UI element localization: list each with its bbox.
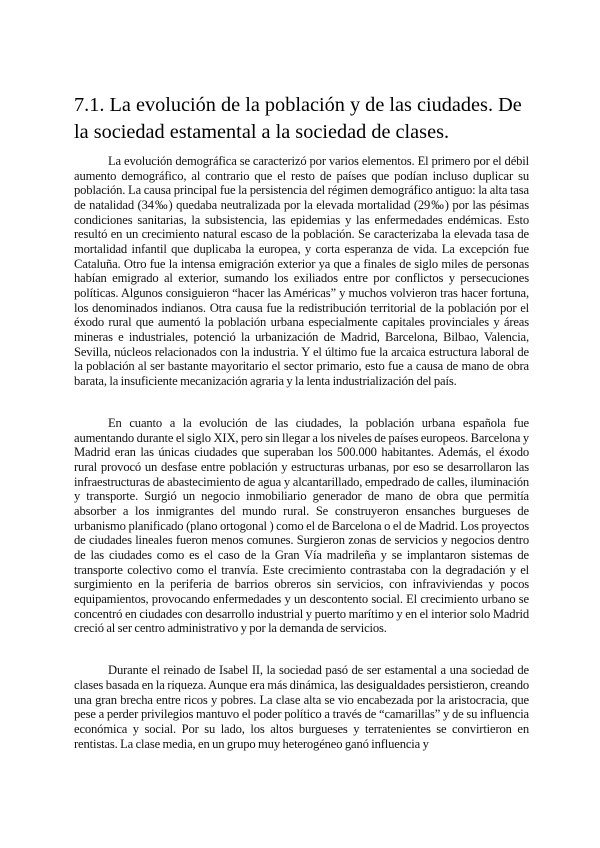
- section-heading: [74, 92, 544, 146]
- paragraph-cities: En cuanto a la evolución de las ciudades, la población urbana española fue aumentando durante el siglo XIX, pero sin llegar a los niveles de países europeos. Barcelona y Madrid eran las únicas ciudades que superaban los 500.000 habitantes. Además, el éxodo rural provocó un desfase entre población y estructuras urbanas, por eso se desarrollaron las infraestructuras de abastecimiento de agua y alcantarillado, empedrado de calles, iluminación y transporte. Surgió un negocio inmobiliario generador de mano de obra que permitía absorber a los inmigrantes del mundo rural. Se construyeron ensanches burgueses de urbanismo planificado (plano ortogonal ) como el de Barcelona o el de Madrid. Los proyectos de ciudades lineales fueron menos comunes. Surgieron zonas de servicios y negocios dentro de las ciudades como es el caso de la Gran Vía madrileña y se implantaron sistemas de transporte colectivo como el tranvía. Este crecimiento contrastaba con la degradación y el surgimiento en la periferia de barrios obreros sin servicios, con infraviviendas y pocos equipamientos, provocando enfermedades y un descontento social. El crecimiento urbano se concentró en ciudades con desarrollo industrial y puerto marítimo y en el interior solo Madrid creció al ser centro administrativo y por la demanda de servicios.: [74, 416, 529, 636]
- heading-line-1: 7.1. La evolución de la población y de las ciudades. De: [74, 94, 522, 116]
- paragraph-population: La evolución demográfica se caracterizó por varios elementos. El primero por el débil aumento demográfico, al contrario que el resto de países que podían incluso duplicar su población. La causa principal fue la persistencia del régimen demográfico antiguo: la alta tasa de natalidad (34‰) quedaba neutralizada por la elevada mortalidad (29‰) por las pésimas condiciones sanitarias, la subsistencia, las epidemias y las enfermedades endémicas. Esto resultó en un crecimiento natural escaso de la población. Se caracterizaba la elevada tasa de mortalidad infantil que duplicaba la europea, y corta esperanza de vida. La excepción fue Cataluña. Otro fue la intensa emigración exterior ya que a finales de siglo miles de personas habían emigrado al exterior, sumando los exiliados entre por conflictos y persecuciones políticas. Algunos consiguieron “hacer las Américas” y muchos volvieron tras hacer fortuna, los denominados indianos. Otra causa fue la redistribución territorial de la población por el éxodo rural que aumentó la población urbana especialmente capitales provinciales y áreas mineras e industriales, potenció la urbanización de Madrid, Barcelona, Bilbao, Valencia, Sevilla, núcleos relacionados con la industria. Y el último fue la arcaica estructura laboral de la población al ser bastante mayoritario el sector primario, esto fue a causa de mano de obra barata, la insuficiente mecanización agraria y la lenta industrialización del país.: [74, 154, 529, 388]
- heading-line-2: la sociedad estamental a la sociedad de clases.: [74, 121, 450, 143]
- paragraph-society: Durante el reinado de Isabel II, la sociedad pasó de ser estamental a una sociedad de clases basada en la riqueza. Aunque era más dinámica, las desigualdades persistieron, creando una gran brecha entre ricos y pobres. La clase alta se vio encabezada por la aristocracia, que pese a perder privilegios mantuvo el poder político a través de “camarillas” y de su influencia económica y social. Por su lado, los altos burgueses y terratenientes se convirtieron en rentistas. La clase media, en un grupo muy heterogéneo ganó influencia y: [74, 663, 529, 751]
- body-text: [74, 154, 529, 779]
